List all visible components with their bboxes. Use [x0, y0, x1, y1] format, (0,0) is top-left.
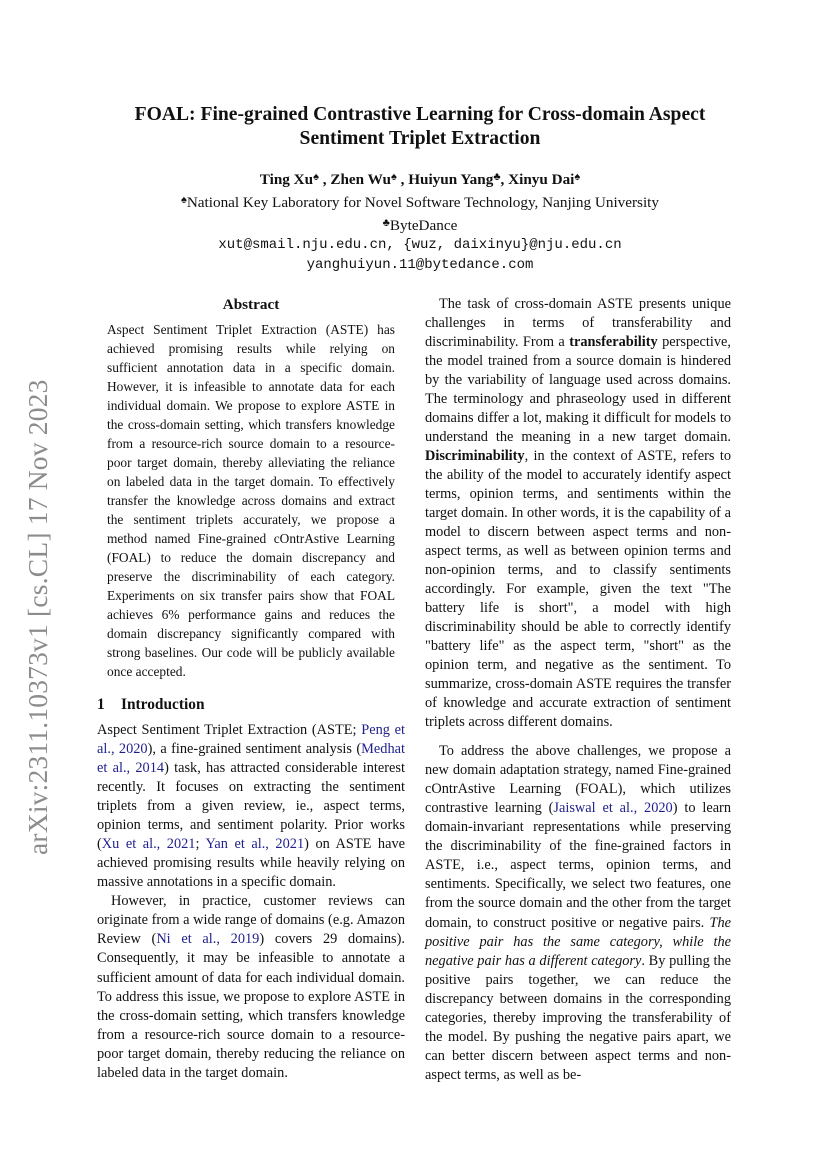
section-number: 1 [97, 696, 105, 714]
affiliation-1-text: National Key Laboratory for Novel Software Technology, Nanjing University [186, 194, 659, 211]
bold-term: transferability [569, 334, 658, 351]
text-span: Aspect Sentiment Triplet Extraction (ASTE; [97, 722, 362, 739]
text-span: The task of cross-domain ASTE presents unique challenges in terms of transferability and discriminability. From a [425, 296, 731, 351]
section-heading-introduction [97, 695, 405, 715]
club-icon: ♣ [382, 217, 390, 229]
abstract-heading: Abstract [222, 296, 280, 313]
citation-link[interactable]: Jaiswal et al., 2020 [553, 800, 673, 817]
citation-link[interactable]: Peng et al., 2020 [97, 722, 405, 758]
author-name: Xinyu Dai [508, 171, 575, 188]
paper-header [90, 103, 750, 275]
spade-icon: ♠ [181, 194, 187, 206]
italic-definition: The positive pair has the same category, while the negative pair has a different category [425, 914, 731, 969]
author-name: Ting Xu [259, 171, 314, 188]
intro-paragraph-4 [425, 742, 731, 1084]
text-span: . By pulling the positive pairs together, we can reduce the discrepancy between domains in the corresponding categories, thereby improving the transferability of the model. By pushing the negative pairs apart, we can better discern between aspect terms and non-aspect terms, as well as be- [425, 952, 732, 1083]
text-span: ) to learn domain-invariant representations while preserving the discriminability of the fine-grained factors in ASTE, i.e., aspect terms, opinion terms, and sentiments. Specifically, we select two features, one from the source domain and the other from the target domain, to construct positive or negative pairs. [425, 800, 732, 931]
author-list [90, 167, 750, 190]
intro-paragraph-3 [425, 295, 731, 732]
email-line-2: yanghuiyun.11@bytedance.com [306, 256, 534, 273]
citation-link[interactable]: Medhat et al., 2014 [97, 741, 405, 777]
spade-icon: ♠ [574, 171, 581, 183]
affiliation-2-text: ByteDance [389, 217, 458, 234]
abstract-text: Aspect Sentiment Triplet Extraction (ASTE) has achieved promising results while relying on sufficient annotation data in a specific domain. However, it is infeasible to annotate data for each individual domain. We propose to explore ASTE in the cross-domain setting, which transfers knowledge from a resource-rich source domain to a resource-poor target domain, thereby alleviating the reliance on labeled data in the target domain. To effectively transfer the knowledge across domains and extract the sentiment triplets accurately, we propose a method named Fine-grained cOntrAstive Learning (FOAL) to reduce the domain discrepancy and preserve the discriminability of each category. Experiments on six transfer pairs show that FOAL achieves 6% performance gains and reduces the domain discrepancy significantly compared with strong baselines. Our code will be publicly available once accepted. [107, 322, 395, 680]
spade-icon: ♠ [390, 171, 397, 183]
text-span: ), a fine-grained sentiment analysis ( [147, 741, 362, 758]
text-span: ) task, has attracted considerable interest recently. It focuses on extracting the sentiment triplets from a given review, ie., aspect terms, opinion terms, and sentiment polarity. Prior works ( [97, 760, 405, 853]
club-icon: ♣ [493, 171, 501, 183]
text-span: ; [195, 836, 206, 853]
email-line-1: xut@smail.nju.edu.cn, {wuz, daixinyu}@nju.edu.cn [218, 237, 622, 253]
citation-link[interactable]: Yan et al., 2021 [205, 836, 305, 853]
section-title: Introduction [121, 696, 205, 714]
author-separator: , [318, 171, 331, 188]
bold-term: Discriminability [425, 448, 525, 465]
left-column [97, 295, 405, 1083]
author-name: Zhen Wu [330, 171, 391, 188]
text-span: ) covers 29 domains). Consequently, it may be infeasible to annotate a sufficient amount of data for each individual domain. To address this issue, we propose to explore ASTE in the cross-domain setting, which transfers knowledge from a resource-rich source domain to a resource-poor target domain, thereby reducing the reliance on labeled data in the target domain. [97, 931, 405, 1081]
affiliation-2 [90, 213, 750, 236]
text-span: However, in practice, customer reviews can originate from a wide range of domains (e.g. Amazon Review ( [97, 893, 405, 948]
text-span: To address the above challenges, we propose a new domain adaptation strategy, named Fine-grained cOntrAstive Learning (FOAL), which utilizes contrastive learning ( [425, 743, 731, 817]
citation-link[interactable]: Xu et al., 2021 [101, 836, 196, 853]
title-line-2: Sentiment Triplet Extraction [299, 128, 541, 149]
intro-paragraph-2 [97, 892, 405, 1082]
spade-icon: ♠ [313, 171, 319, 183]
intro-paragraph-1 [97, 721, 405, 892]
title-line-1: FOAL: Fine-grained Contrastive Learning for Cross-domain Aspect [134, 104, 706, 125]
author-name: Huiyun Yang [408, 171, 494, 188]
text-span: ) on ASTE have achieved promising results while heavily relying on massive annotations in a specific domain. [97, 836, 405, 891]
affiliation-1 [90, 190, 750, 213]
citation-link[interactable]: Ni et al., 2019 [156, 931, 260, 948]
author-separator: , [500, 171, 509, 188]
arxiv-stamp: arXiv:2311.10373v1 [cs.CL] 17 Nov 2023 [22, 379, 53, 855]
paper-title [90, 103, 750, 151]
text-span: , in the context of ASTE, refers to the ability of the model to accurately identify aspect terms, opinion terms, and sentiments within the target domain. In other words, it is the capability of a model to discern between aspect terms and non-aspect terms, as well as between opinion terms and non-opinion terms, and to classify sentiments accordingly. For example, given the text "The battery life is short", a model with high discriminability should be able to correctly identify "battery life" as the aspect term, "short" as the opinion term, and negative as the sentiment. To summarize, cross-domain ASTE requires the transfer of knowledge and accurate extraction of sentiment triplets across different domains. [425, 448, 731, 731]
author-separator: , [396, 171, 409, 188]
right-column [425, 295, 731, 1085]
text-span: perspective, the model trained from a source domain is hindered by the variability of language used across domains. The terminology and phraseology used in different domains differ a lot, making it difficult for models to understand the meaning in a new target domain. [425, 334, 731, 446]
